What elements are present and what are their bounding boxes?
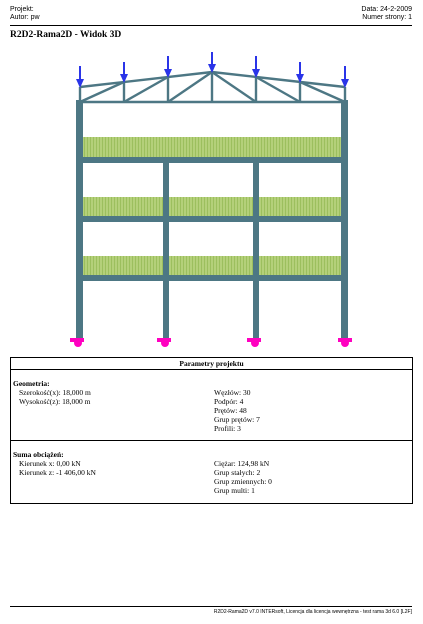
loads-right-values [214,459,272,495]
geometry-section [11,370,412,441]
support-icon [157,338,171,347]
date-label: Data: 24-2-2009 [361,6,412,13]
geometry-heading: Geometria: [13,379,50,388]
beam-level-1 [76,157,348,163]
geometry-members: Prętów: 48 [214,406,247,415]
load-arrow [208,52,216,73]
load-arrow [76,66,84,88]
footer-license: R2D2-Rama2D v7.0 INTERsoft, Licencja dla licencja wewnętrzna - test rama 3d 6.0 [L2F] [213,609,412,615]
page-number-label: Numer strony: 1 [362,14,412,21]
load-arrow [120,62,128,83]
loads-heading: Suma obciążeń: [13,450,64,459]
load-multi-groups: Grup multi: 1 [214,486,255,495]
load-arrow [296,62,304,83]
load-arrow [341,66,349,88]
geometry-supports: Podpór: 4 [214,397,244,406]
page-title: R2D2-Rama2D - Widok 3D [10,30,122,40]
load-weight: Ciężar: 124,98 kN [214,459,270,468]
project-parameters-table [10,357,413,504]
column-2 [163,162,169,340]
support-icon [247,338,261,347]
load-arrow [252,56,260,78]
author-label: Autor: pw [10,14,40,21]
load-direction-z: Kierunek z: -1 406,00 kN [19,468,96,477]
load-arrow [164,56,172,78]
geometry-width: Szerokość(x): 18,000 m [19,388,91,397]
geometry-profiles: Profili: 3 [214,424,241,433]
loads-left-values [19,459,96,477]
load-direction-x: Kierunek x: 0,00 kN [19,459,81,468]
beam-level-3 [76,275,348,281]
supports [70,338,352,347]
support-icon [338,338,352,347]
support-icon [70,338,84,347]
project-label: Projekt: [10,6,34,13]
roof-truss [80,72,345,102]
geometry-right-values [214,388,260,433]
geometry-member-groups: Grup prętów: 7 [214,415,260,424]
load-variable-groups: Grup zmiennych: 0 [214,477,272,486]
slab-bottom [82,256,344,276]
slab-middle [82,197,344,217]
geometry-height: Wysokość(z): 18,000 m [19,397,91,406]
geometry-left-values [19,388,91,406]
geometry-nodes: Węzłów: 30 [214,388,251,397]
project-parameters-title: Parametry projektu [11,358,412,370]
loads-section [11,441,412,503]
load-permanent-groups: Grup stałych: 2 [214,468,261,477]
footer-divider [10,606,412,607]
beam-level-2 [76,216,348,222]
slab-top [82,137,344,158]
column-3 [253,162,259,340]
